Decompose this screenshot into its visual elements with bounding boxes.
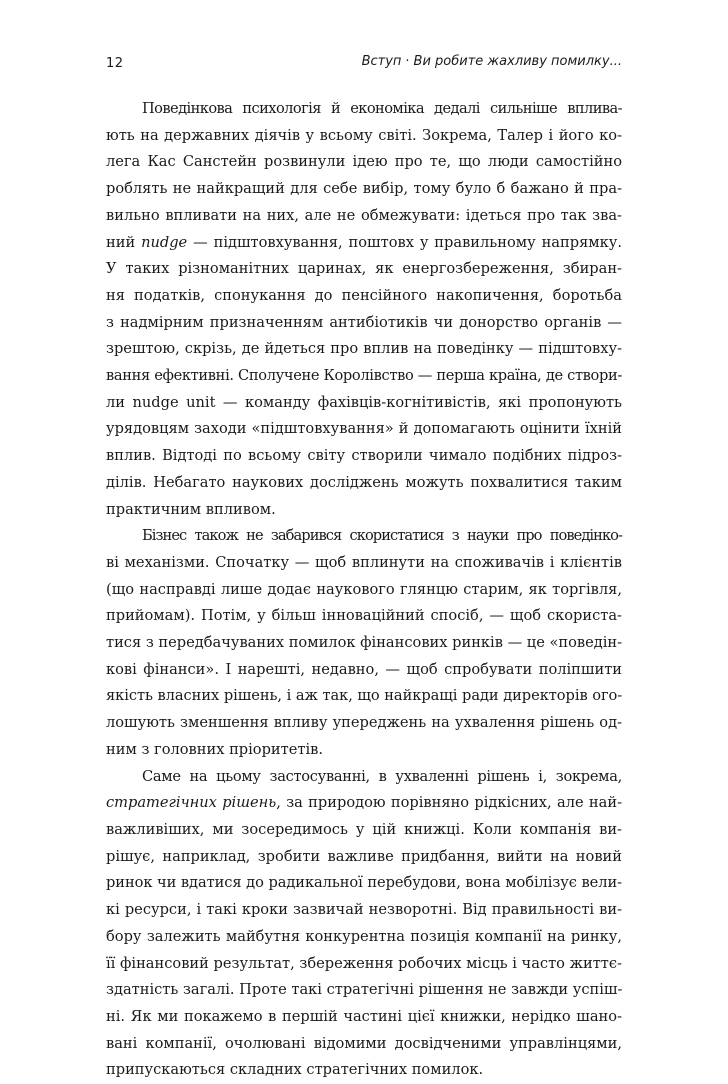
text-line: кі ресурси, і такі кроки зазвичай незворотні. Від правильності ви- bbox=[106, 901, 622, 919]
running-head-section: Вступ bbox=[361, 54, 402, 69]
paragraph-1 bbox=[106, 96, 622, 523]
text-line: рішує, наприклад, зробити важливе придбання, вийти на новий bbox=[106, 847, 622, 865]
text-line: прийомам). Потім, у більш інноваційний спосіб, — щоб скориста- bbox=[106, 607, 622, 625]
text-line: ний nudge — підштовхування, поштовх у правильному напрямку. bbox=[106, 233, 622, 251]
text-line: ринок чи вдатися до радикальної перебудови, вона мобілізує вели- bbox=[106, 874, 622, 892]
text-line: ли nudge unit — команду фахівців-когнітивістів, які пропонують bbox=[106, 393, 622, 411]
text-line: бору залежить майбутня конкурентна позиція компанії на ринку, bbox=[106, 927, 622, 945]
body-text bbox=[106, 96, 622, 1084]
text-line: кові фінанси». І нарешті, недавно, — щоб спробувати поліпшити bbox=[106, 660, 622, 678]
text-line: урядовцям заходи «підштовхування» й допомагають оцінити їхній bbox=[106, 420, 622, 438]
text-line: вання ефективні. Сполучене Королівство — перша країна, де створи- bbox=[106, 367, 622, 385]
running-head-chapter-title: Ви робите жахливу помилку... bbox=[413, 54, 622, 69]
text-line: ним з головних пріоритетів. bbox=[106, 740, 323, 758]
text-line: з надмірним призначенням антибіотиків чи донорство органів — bbox=[106, 313, 622, 331]
text-line: ві механізми. Спочатку — щоб вплинути на споживачів і клієнтів bbox=[106, 553, 622, 571]
text-line: припускаються складних стратегічних помилок. bbox=[106, 1061, 484, 1079]
text-line: Саме на цьому застосуванні, в ухваленні рішень і, зокрема, bbox=[142, 767, 622, 785]
emphasis: nudge bbox=[141, 233, 188, 251]
paragraph-3 bbox=[106, 764, 622, 1084]
text-line: якість власних рішень, і аж так, що найкращі ради директорів ого- bbox=[106, 687, 623, 705]
text-line: (що насправді лише додає наукового глянцю старим, як торгівля, bbox=[106, 580, 622, 598]
text-line: ні. Як ми покажемо в першій частині цієї книжки, нерідко шано- bbox=[106, 1007, 622, 1025]
text-line: зрештою, скрізь, де йдеться про вплив на поведінку — підштовху- bbox=[106, 340, 622, 358]
text-line: Поведінкова психологія й економіка дедалі сильніше вплива- bbox=[142, 100, 622, 117]
text-line: Бізнес також не забарився скористатися з науки про поведінко- bbox=[142, 527, 622, 545]
text-line: ня податків, спонукання до пенсійного накопичення, боротьба bbox=[106, 286, 622, 304]
text-line: роблять не найкращий для себе вибір, тому було б бажано й пра- bbox=[106, 180, 622, 198]
text-line: стратегічних рішень, за природою порівняно рідкісних, але най- bbox=[106, 794, 622, 812]
text-line: важливіших, ми зосередимось у цій книжці. Коли компанія ви- bbox=[106, 820, 622, 838]
text-line: вильно впливати на них, але не обмежувати: ідеться про так зва- bbox=[106, 206, 622, 224]
text-line: вплив. Відтоді по всьому світу створили чимало подібних підроз- bbox=[106, 447, 622, 465]
text-line: ділів. Небагато наукових досліджень можуть похвалитися таким bbox=[106, 473, 622, 491]
text-line: вані компанії, очолювані відомими досвідченими управлінцями, bbox=[106, 1034, 622, 1052]
text-line: ють на державних діячів у всьому світі. Зокрема, Талер і його ко- bbox=[106, 126, 622, 144]
text-line: її фінансовий результат, збереження робочих місць і часто життє- bbox=[106, 954, 622, 972]
running-head bbox=[362, 54, 622, 69]
text-line: лега Кас Санстейн розвинули ідею про те, що люди самостійно bbox=[106, 153, 622, 171]
page-number: 12 bbox=[106, 56, 124, 71]
text-line: тися з передбачуваних помилок фінансових ринків — це «поведін- bbox=[106, 634, 623, 652]
text-line: лошують зменшення впливу упереджень на ухвалення рішень од- bbox=[106, 714, 622, 732]
running-head-separator: · bbox=[405, 54, 410, 69]
paragraph-2 bbox=[106, 523, 622, 763]
text-line: практичним впливом. bbox=[106, 500, 276, 518]
emphasis: стратегічних рішень bbox=[106, 794, 277, 812]
text-line: здатність загалі. Проте такі стратегічні рішення не завжди успіш- bbox=[106, 981, 623, 999]
text-line: У таких різноманітних царинах, як енергозбереження, збиран- bbox=[106, 260, 622, 278]
